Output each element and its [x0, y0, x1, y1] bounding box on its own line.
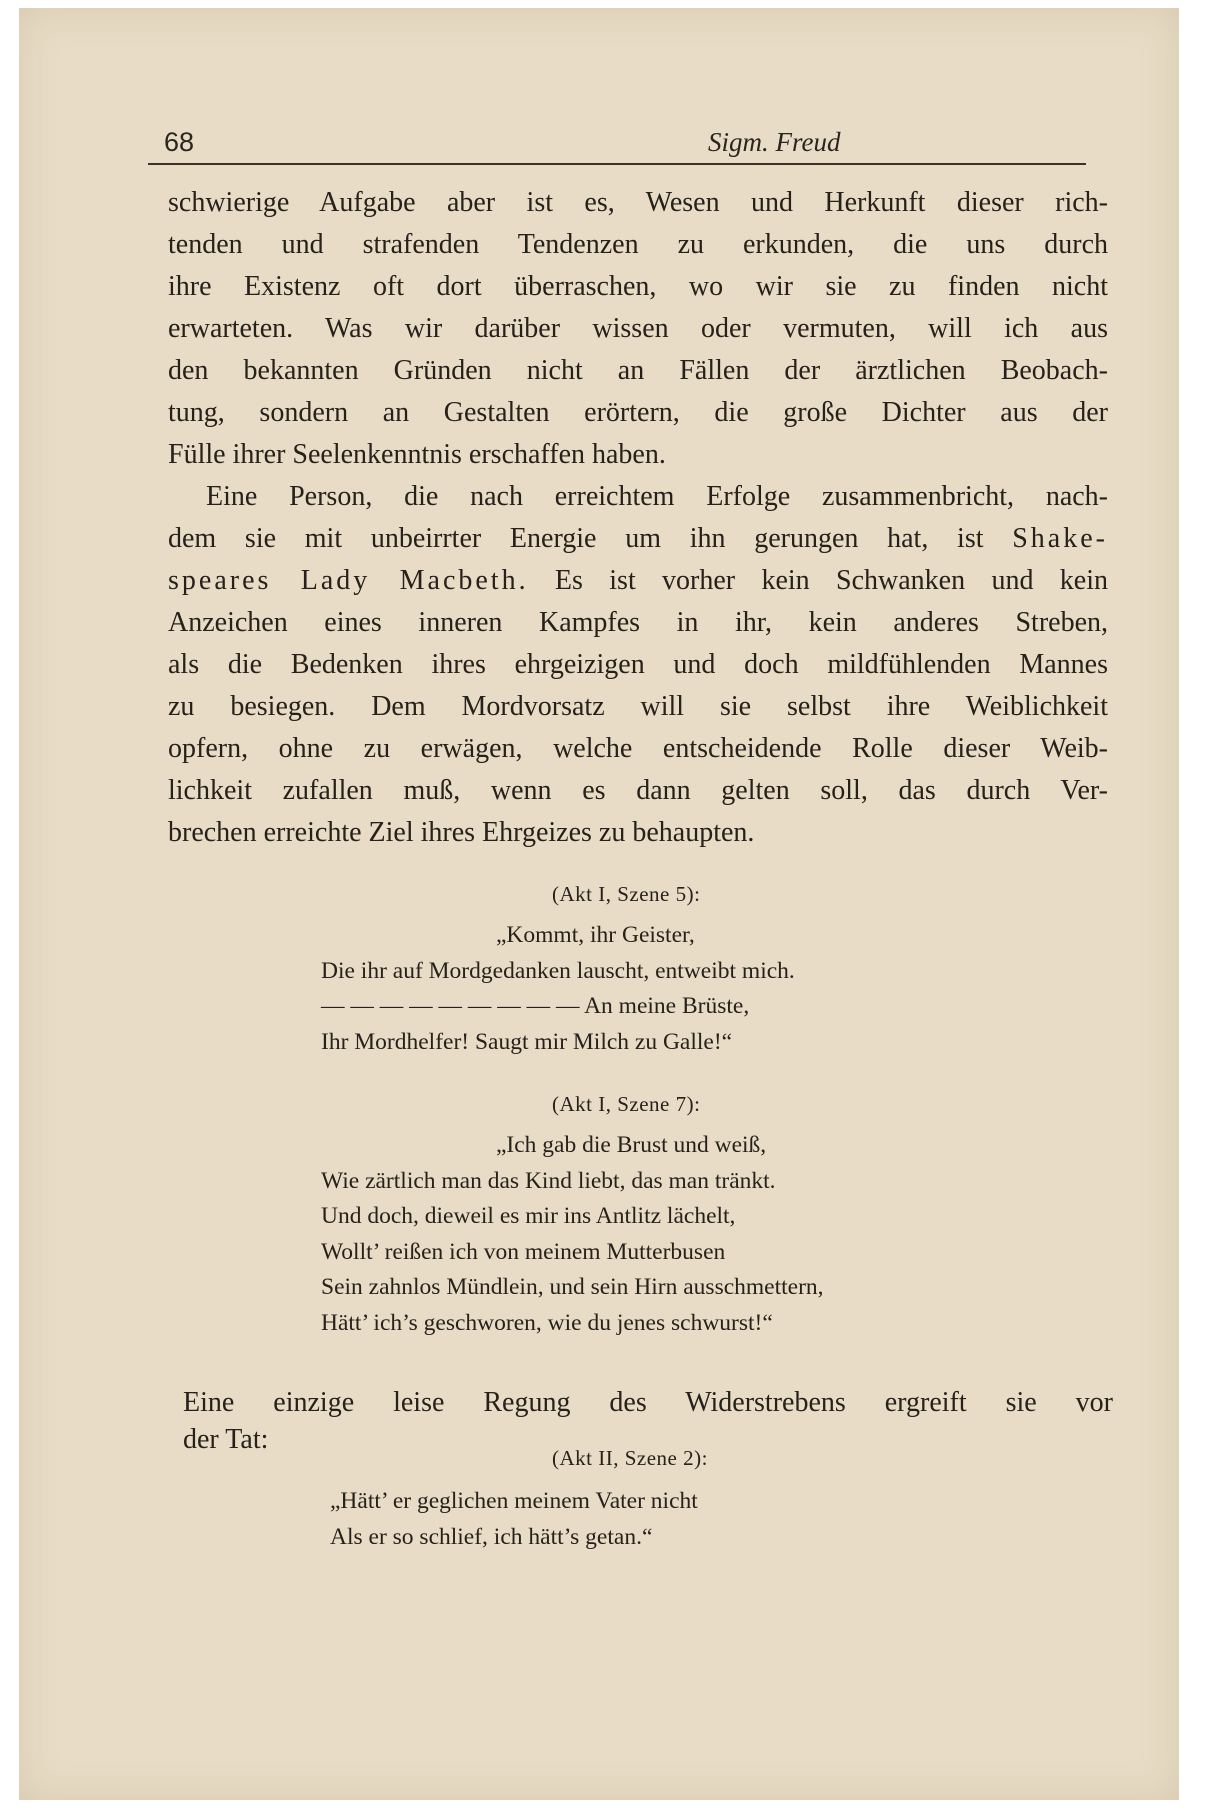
paragraph1-line: den bekannten Gründen nicht an Fällen der ärztlichen Beobach- — [168, 355, 1108, 386]
paragraph2-line — [168, 560, 1108, 602]
paragraph3 — [183, 1382, 1113, 1424]
verse-line: „Hätt’ er geglichen meinem Vater nicht — [330, 1488, 698, 1514]
quote2-reference: (Akt I, Szene 7): — [552, 1092, 701, 1116]
paragraph1-line: tung, sondern an Gestalten erörtern, die große Dichter aus der — [168, 397, 1108, 428]
emphasized-name: Shake- — [1012, 523, 1108, 554]
paragraph2-line: brechen erreichte Ziel ihres Ehrgeizes zu behaupten. — [168, 817, 755, 848]
paragraph1-line: schwierige Aufgabe aber ist es, Wesen und Herkunft dieser rich- — [168, 187, 1108, 218]
verse-line: Wie zärtlich man das Kind liebt, das man tränkt. — [321, 1167, 776, 1194]
paragraph2-line: Eine Person, die nach erreichtem Erfolge zusammenbricht, nach- — [206, 481, 1108, 512]
header-rule — [148, 163, 1086, 165]
verse-line: Sein zahnlos Mündlein, und sein Hirn ausschmettern, — [321, 1274, 824, 1300]
paragraph3-line: der Tat: — [183, 1424, 269, 1455]
quote3-verse — [330, 1484, 698, 1555]
paragraph2-line: opfern, ohne zu erwägen, welche entscheidende Rolle dieser Weib- — [168, 733, 1108, 764]
paragraph2-text: Es ist vorher kein Schwanken und kein — [528, 565, 1108, 596]
paragraph1-line: Fülle ihrer Seelenkenntnis erschaffen haben. — [168, 439, 666, 470]
paragraph2-line: als die Bedenken ihres ehrgeizigen und doch mildfühlenden Mannes — [168, 649, 1108, 680]
verse-line: „Ich gab die Brust und weiß, — [496, 1132, 767, 1158]
running-head: Sigm. Freud — [708, 127, 841, 157]
paragraph1-line: ihre Existenz oft dort überraschen, wo wir sie zu finden nicht — [168, 271, 1108, 302]
paragraph3-line: Eine einzige leise Regung des Widerstrebens ergreift sie vor — [183, 1387, 1113, 1418]
paragraph2-text: dem sie mit unbeirrter Energie um ihn gerungen hat, ist — [168, 523, 1013, 554]
paragraph1-line: tenden und strafenden Tendenzen zu erkunden, die uns durch — [168, 229, 1108, 260]
emphasized-name: speares Lady Macbeth. — [168, 565, 529, 596]
quote3-reference: (Akt II, Szene 2): — [552, 1446, 708, 1470]
page-header — [148, 119, 1108, 159]
quote2-verse — [321, 1128, 824, 1341]
verse-line: Wollt’ reißen ich von meinem Mutterbusen — [321, 1238, 726, 1265]
paragraph1-line: erwarteten. Was wir darüber wissen oder vermuten, will ich aus — [168, 313, 1108, 344]
verse-line: „Kommt, ihr Geister, — [496, 922, 695, 948]
quote1-reference: (Akt I, Szene 5): — [552, 882, 701, 906]
verse-line: Die ihr auf Mordgedanken lauscht, entweibt mich. — [321, 957, 795, 984]
verse-line: — — — — — — — — — An meine Brüste, — [321, 993, 750, 1019]
paragraph2-line: zu besiegen. Dem Mordvorsatz will sie selbst ihre Weiblichkeit — [168, 691, 1108, 722]
paragraph2-line — [168, 518, 1108, 560]
paragraph2-line: lichkeit zufallen muß, wenn es dann gelten soll, das durch Ver- — [168, 775, 1108, 806]
verse-line: Und doch, dieweil es mir ins Antlitz lächelt, — [321, 1203, 736, 1229]
paragraph2-line: Anzeichen eines inneren Kampfes in ihr, kein anderes Streben, — [168, 607, 1108, 638]
verse-line: Hätt’ ich’s geschworen, wie du jenes schwurst!“ — [321, 1309, 773, 1336]
quote1-verse — [321, 918, 795, 1060]
verse-line: Ihr Mordhelfer! Saugt mir Milch zu Galle!“ — [321, 1028, 733, 1055]
verse-line: Als er so schlief, ich hätt’s getan.“ — [330, 1523, 653, 1550]
main-text — [168, 182, 1108, 854]
page-number: 68 — [164, 127, 195, 157]
